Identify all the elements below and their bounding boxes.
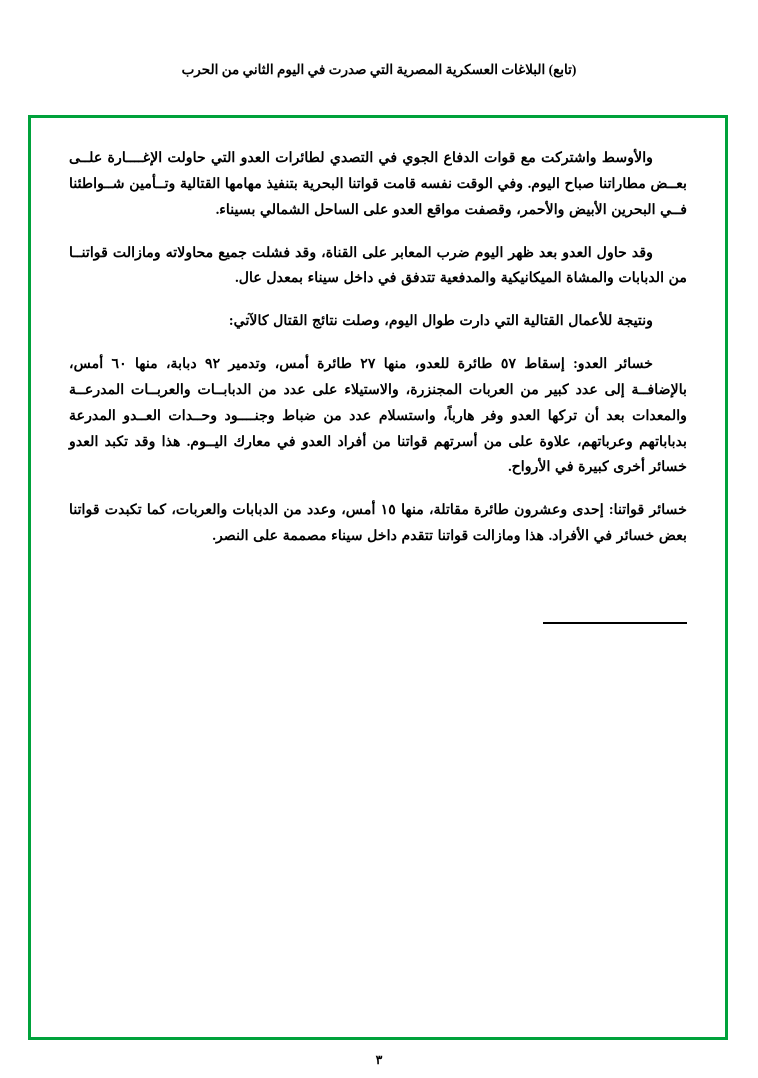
paragraph-1: والأوسط واشتركت مع قوات الدفاع الجوي في التصدي لطائرات العدو التي حاولت الإغــــارة علــى بعــض مطاراتنا صباح اليوم. وفي الوقت نفسه قامت قواتنا البحرية بتنفيذ مهامها القتالية وتــأمين شــواطئنا فــي البحرين الأبيض والأحمر، وقصفت مواقع العدو على الساحل الشمالي بسيناء. (69, 150, 687, 218)
our-losses-paragraph: خسائر قواتنا: إحدى وعشرون طائرة مقاتلة، منها ١٥ أمس، وعدد من الدبابات والعربات، كما تكبدت قواتنا بعض خسائر في الأفراد. هذا ومازالت قواتنا تتقدم داخل سيناء مصممة على النصر. (69, 502, 687, 545)
paragraph-2: وقد حاول العدو بعد ظهر اليوم ضرب المعابر على القناة، وقد فشلت جميع محاولاته ومازالت قواتنــا من الدبابات والمشاة الميكانيكية والمدفعية تتدفق في داخل سيناء بمعدل عال. (69, 244, 687, 287)
page-number: ٣ (375, 1053, 383, 1067)
section-divider (69, 614, 687, 632)
page-header-title: (تابع) البلاغات العسكرية المصرية التي صدرت في اليوم الثاني من الحرب (181, 62, 577, 77)
divider-line (543, 622, 687, 624)
paragraph-3: ونتيجة للأعمال القتالية التي دارت طوال اليوم، وصلت نتائج القتال كالآتي: (228, 313, 653, 330)
enemy-losses-paragraph: خسائر العدو: إسقاط ٥٧ طائرة للعدو، منها ٢٧ طائرة أمس، وتدمير ٩٢ دبابة، منها ٦٠ أمس، بالإضافــة إلى عدد كبير من العربات المجنزرة، والاستيلاء على عدد من الدبابــات والعربــات المدرعــة والمعدات بعد أن تركها العدو وفر هارباً، واستسلام عدد من ضباط وجنــــود وحــدات العــدو المدرعة بدباباتهم وعرباتهم، علاوة على من أسرتهم قواتنا من أفراد العدو في معارك اليــوم. هذا وقد تكبد العدو خسائر أخرى كبيرة في الأرواح. (69, 356, 687, 476)
content-frame (28, 115, 728, 1040)
document-body (69, 146, 687, 567)
